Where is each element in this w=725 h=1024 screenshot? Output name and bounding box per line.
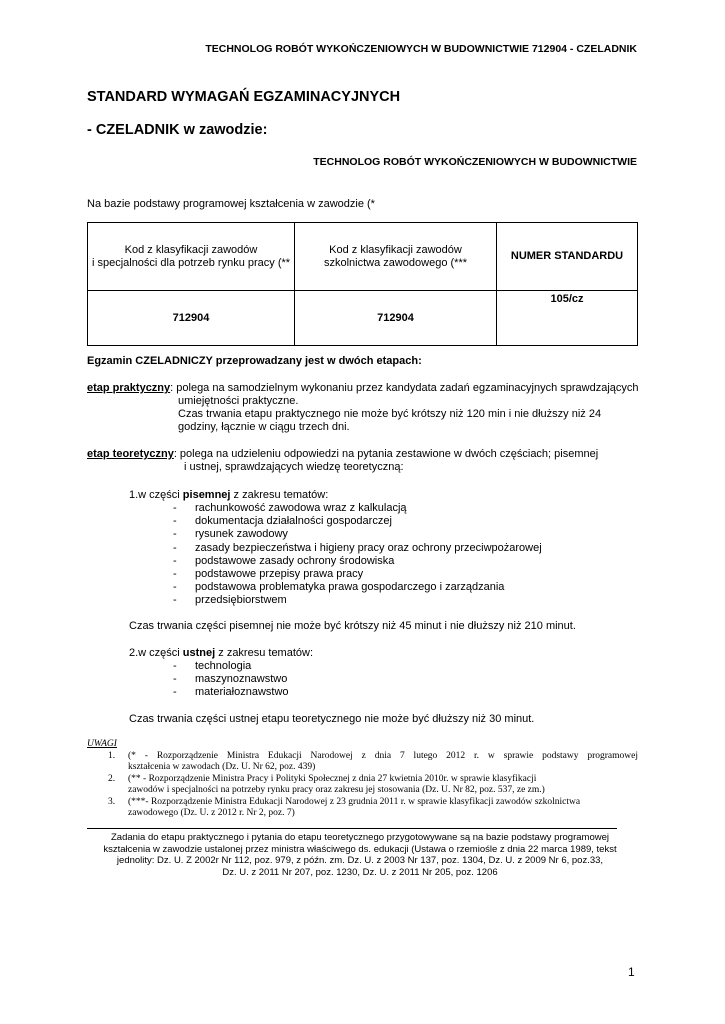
theoretical-stage: etap teoretyczny: polega na udzieleniu odpowiedzi na pytania zestawione w dwóch częściach; pisemnej <box>87 448 599 460</box>
list-item: - maszynoznawstwo <box>173 673 289 686</box>
list-item: - podstawowa problematyka prawa gospodarczego i zarządzania <box>173 581 542 594</box>
note-1-line-2: kształcenia w zawodach (Dz. U. Nr 62, poz. 439) <box>128 762 316 772</box>
list-item: - dokumentacja działalności gospodarczej <box>173 515 542 528</box>
practical-stage: etap praktyczny: polega na samodzielnym wykonaniu przez kandydata zadań egzaminacyjnych sprawdzających <box>87 382 639 394</box>
header-occupation-code: Kod z klasyfikacji zawodów i specjalności dla potrzeb rynku pracy (** <box>88 223 295 291</box>
list-item: - technologia <box>173 660 289 673</box>
oral-part-heading: 2.w części ustnej z zakresu tematów: <box>129 647 314 659</box>
header-school-code: Kod z klasyfikacji zawodów szkolnictwa zawodowego (*** <box>295 223 497 291</box>
list-item: - podstawowe zasady ochrony środowiska <box>173 555 542 568</box>
list-item: - rachunkowość zawodowa wraz z kalkulacją <box>173 502 542 515</box>
list-item: - rysunek zawodowy <box>173 528 542 541</box>
note-1-line-1: (* - Rozporządzenie Ministra Edukacji Narodowej z dnia 7 lutego 2012 r. w sprawie podstawy programowej <box>128 751 638 761</box>
document-subtitle: - CZELADNIK w zawodzie: <box>87 122 268 138</box>
running-header: TECHNOLOG ROBÓT WYKOŃCZENIOWYCH W BUDOWNICTWIE 712904 - CZELADNIK <box>205 43 637 55</box>
note-3-line-1: (***- Rozporządzenie Ministra Edukacji Narodowej z 23 grudnia 2011 r. w sprawie klasyfikacji zawodów szkolnictwa <box>128 797 581 807</box>
written-topics-list <box>173 502 542 608</box>
document-title: STANDARD WYMAGAŃ EGZAMINACYJNYCH <box>87 89 401 105</box>
written-part-heading: 1.w części pisemnej z zakresu tematów: <box>129 489 329 501</box>
note-2-line-1: (** - Rozporządzenie Ministra Pracy i Polityki Społecznej z dnia 27 kwietnia 2010r. w sprawie klasyfikacji <box>128 774 537 784</box>
practical-line-4: godziny, łącznie w ciągu trzech dni. <box>178 421 350 433</box>
oral-duration: Czas trwania części ustnej etapu teoretycznego nie może być dłuższy niż 30 minut. <box>129 713 535 725</box>
notes-heading: UWAGI <box>87 739 117 749</box>
profession-name: TECHNOLOG ROBÓT WYKOŃCZENIOWYCH W BUDOWNICTWIE <box>313 156 637 168</box>
practical-line-2: umiejętności praktyczne. <box>178 395 299 407</box>
theoretical-line-2: i ustnej, sprawdzających wiedzę teoretyczną: <box>184 461 404 473</box>
value-school-code: 712904 <box>295 291 497 346</box>
note-3-line-2: zawodowego (Dz. U. z 2012 r. Nr 2, poz. 7) <box>128 808 295 818</box>
practical-line-3: Czas trwania etapu praktycznego nie może być krótszy niż 120 min i nie dłuższy niż 24 <box>178 408 602 420</box>
value-occupation-code: 712904 <box>88 291 295 346</box>
value-standard-number: 105/cz <box>497 291 638 346</box>
written-duration: Czas trwania części pisemnej nie może być krótszy niż 45 minut i nie dłuższy niż 210 minut. <box>129 620 576 632</box>
note-number: 2. <box>108 774 116 784</box>
practical-label: etap praktyczny <box>87 382 171 394</box>
list-item: - podstawowe przepisy prawa pracy <box>173 568 542 581</box>
list-item: - materiałoznawstwo <box>173 686 289 699</box>
theoretical-label: etap teoretyczny <box>87 448 174 460</box>
page-number: 1 <box>628 965 635 979</box>
basis-text: Na bazie podstawy programowej kształcenia w zawodzie (* <box>87 198 375 210</box>
standard-table <box>87 222 638 346</box>
exam-intro: Egzamin CZELADNICZY przeprowadzany jest w dwóch etapach: <box>87 355 422 367</box>
header-standard-number: NUMER STANDARDU <box>497 223 638 291</box>
footnote-divider <box>87 828 617 829</box>
footer-note: Zadania do etapu praktycznego i pytania do etapu teoretycznego przygotowywane są na bazie podstawy programowej kształcenia w zawodzie ustalonej przez ministra właściwego ds. edukacji (Ustawa o rzemiośle z dnia 22 marca 1989, tekst jednolity: Dz. U. Z 2002r Nr 112, poz. 979, z późn. zm. Dz. U. z 2003 Nr 137, poz. 1304, Dz. U. z 2009 Nr 6, poz.33, Dz. U. z 2011 Nr 207, poz. 1230, Dz. U. z 2011 Nr 205, poz. 1206 <box>103 832 617 879</box>
oral-topics-list <box>173 660 289 700</box>
note-number: 3. <box>108 797 116 807</box>
list-item: - przedsiębiorstwem <box>173 594 542 607</box>
note-number: 1. <box>108 751 116 761</box>
note-2-line-2: zawodów i specjalności na potrzeby rynku pracy oraz zakresu jej stosowania (Dz. U. Nr 82, poz. 537, ze zm.) <box>128 785 545 795</box>
list-item: - zasady bezpieczeństwa i higieny pracy oraz ochrony przeciwpożarowej <box>173 542 542 555</box>
